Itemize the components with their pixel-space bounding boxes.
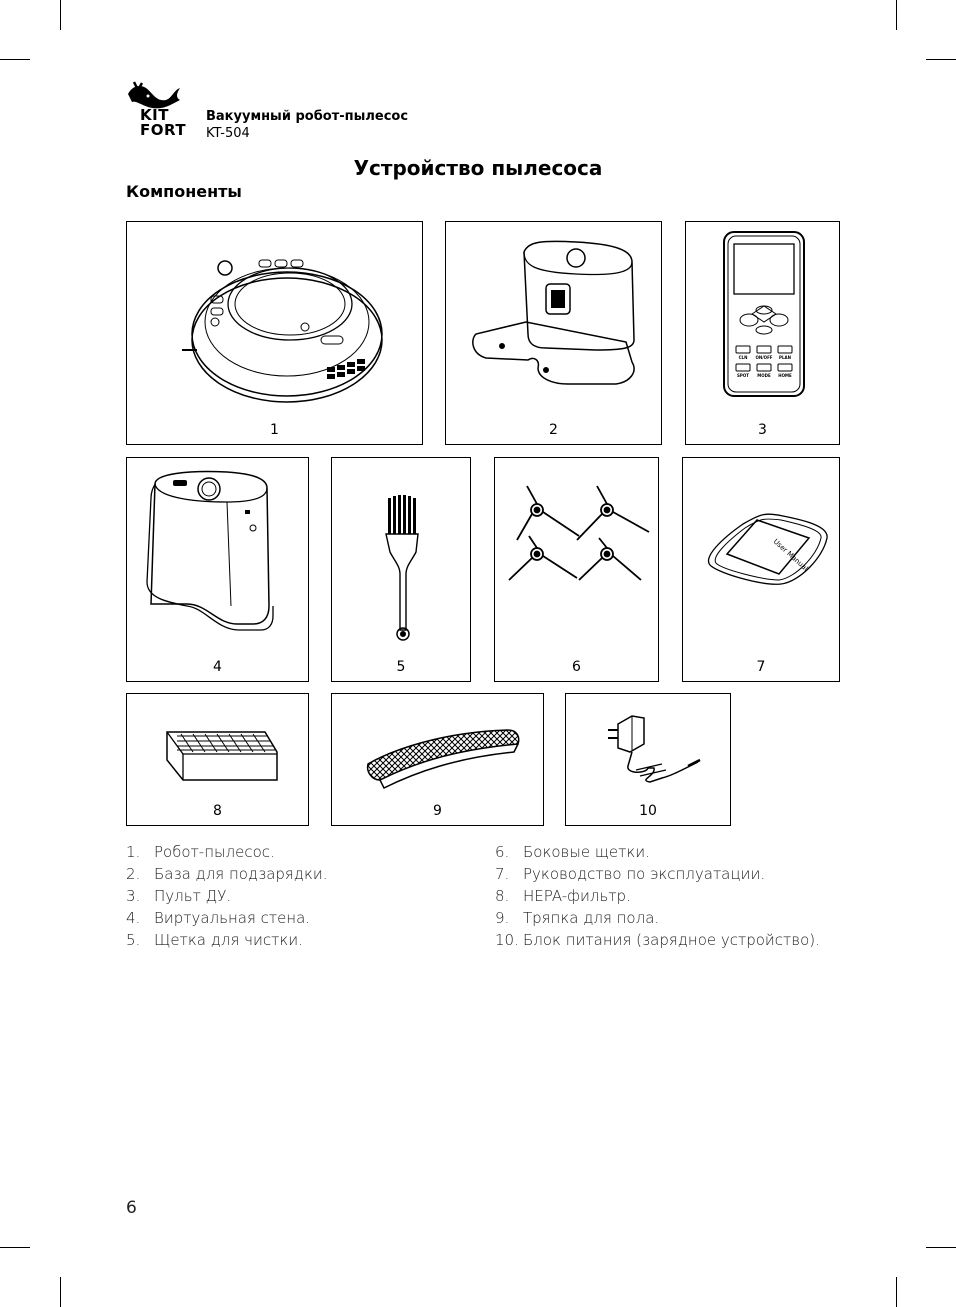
figure-virtual-wall	[126, 457, 309, 682]
figure-number: 10	[639, 803, 657, 819]
figure-floor-cloth	[331, 693, 544, 826]
figure-number: 4	[213, 659, 222, 675]
figure-number: 9	[433, 803, 442, 819]
figure-number: 1	[270, 422, 279, 438]
page-number: 6	[126, 1198, 137, 1218]
brand-logo-text	[140, 108, 186, 138]
crop-mark	[60, 1277, 61, 1307]
crop-mark	[0, 1247, 30, 1248]
cleaning-brush-icon	[332, 458, 472, 683]
figure-number: 5	[396, 659, 406, 675]
crop-mark	[926, 1247, 956, 1248]
list-item: 1. Робот-пылесос.	[126, 843, 275, 861]
crop-mark	[896, 1277, 897, 1307]
figure-cleaning-brush	[331, 457, 471, 682]
list-item: 10. Блок питания (зарядное устройство).	[495, 931, 820, 949]
manual-label: User Manual	[771, 537, 810, 573]
brand-line2: FORT	[140, 121, 187, 139]
list-item: 2. База для подзарядки.	[126, 865, 328, 883]
list-item: 9. Тряпка для пола.	[495, 909, 660, 927]
figure-number: 8	[213, 803, 222, 819]
list-item: 6. Боковые щетки.	[495, 843, 650, 861]
figure-robot-vacuum	[126, 221, 423, 445]
list-item: 3. Пульт ДУ.	[126, 887, 232, 905]
components-list-left	[126, 841, 328, 951]
figure-user-manual	[682, 457, 840, 682]
figure-number: 3	[758, 422, 767, 438]
crop-mark	[0, 59, 30, 60]
figure-number: 2	[549, 422, 558, 438]
remote-control-icon	[686, 222, 841, 446]
brand-line1: KIT	[140, 106, 169, 124]
figure-power-adapter	[565, 693, 731, 826]
product-title: Вакуумный робот-пылесос	[206, 109, 409, 124]
virtual-wall-icon	[127, 458, 310, 683]
side-brushes-icon	[495, 458, 660, 683]
list-item: 7. Руководство по эксплуатации.	[495, 865, 766, 883]
crop-mark	[60, 0, 61, 30]
user-manual-icon	[683, 458, 841, 683]
page-title: Устройство пылесоса	[353, 156, 603, 180]
list-item: 5. Щетка для чистки.	[126, 931, 303, 949]
product-header	[206, 108, 408, 142]
figure-number: 7	[756, 659, 766, 675]
components-list-right	[495, 841, 820, 951]
remote-label: PLAN	[779, 355, 791, 360]
crop-mark	[896, 0, 897, 30]
remote-label: SPOT	[737, 373, 749, 378]
remote-label: ON/OFF	[755, 355, 773, 360]
figure-hepa-filter	[126, 693, 309, 826]
figure-charging-base	[445, 221, 662, 445]
crop-mark	[926, 59, 956, 60]
charging-base-icon	[446, 222, 663, 446]
list-item: 4. Виртуальная стена.	[126, 909, 311, 927]
figure-side-brushes	[494, 457, 659, 682]
figure-remote-control	[685, 221, 840, 445]
robot-vacuum-icon	[127, 222, 424, 446]
remote-label: MODE	[757, 373, 771, 378]
section-title: Компоненты	[126, 182, 242, 201]
remote-label: CLN	[738, 355, 748, 360]
figure-number: 6	[572, 659, 581, 675]
list-item: 8. HEPA-фильтр.	[495, 887, 631, 905]
product-model: KT-504	[206, 126, 250, 141]
remote-label: HOME	[778, 373, 792, 378]
